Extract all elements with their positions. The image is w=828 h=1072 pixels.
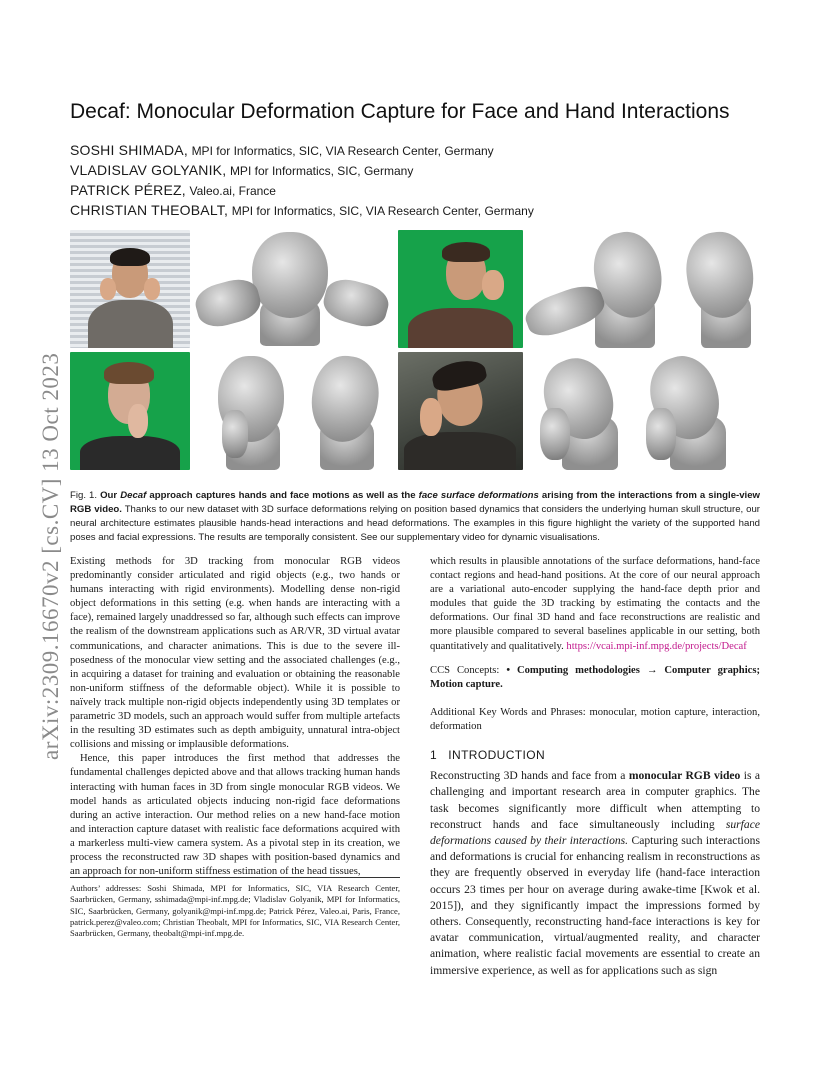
author	[70, 201, 770, 221]
photo-man-blinds	[70, 230, 190, 348]
author	[70, 161, 770, 181]
photo-woman-green	[70, 352, 190, 470]
author-affiliation: MPI for Informatics, SIC, VIA Research Center, Germany	[191, 144, 494, 158]
photo-man-green	[398, 230, 523, 348]
author-affiliation: MPI for Informatics, SIC, VIA Research Center, Germany	[231, 204, 534, 218]
caption-label: Fig. 1.	[70, 490, 98, 501]
abstract-paragraph: Existing methods for 3D tracking from monocular RGB videos predominantly consider articulated and rigid objects (e.g., two hands or humans interacting with rigid environments). Modelling dense non-rigid object deformations in this setting (e.g. when hands are interacting with a face), remained largely unaddressed so far, although such effects can improve the realism of the downstream applications such as AR/VR, 3D virtual avatar communications, and character animations. This is due to the severe ill-posedness of the monocular view setting and the associated challenges (e.g., in acquiring a dataset for training and evaluation or obtaining the reasonable non-uniform stiffness of the deformable object). While it is possible to naïvely track multiple non-rigid objects independently using 3D templates or parametric 3D models, such an approach would suffer from multiple artefacts in the resulting 3D estimates such as depth ambiguity, unnatural intra-object collisions and missing or implausible deformations.	[70, 556, 400, 751]
ccs-value: • Computing methodologies → Computer graphics; Motion capture.	[430, 664, 760, 690]
keywords: Additional Key Words and Phrases: monocular, motion capture, interaction, deformation	[430, 706, 760, 732]
caption-decaf: Decaf	[120, 490, 147, 501]
caption-bold: Our	[100, 490, 118, 501]
abstract-paragraph: which results in plausible annotations of the surface deformations, hand-face contact regions and head-hand positions. At the core of our neural approach are a variational auto-encoder supplying the hand-face depth prior and modules that guide the 3D tracking by estimating the contacts and the deformations. Our final 3D hand and face reconstructions are realistic and more plausible compared to several baselines applicable in our setting, both quantitatively and qualitatively. https://vcai.mpi-inf.mpg.de/projects/Decaf	[430, 556, 760, 652]
caption-bold: approach captures hands and face motions as well as the	[149, 490, 416, 501]
project-link[interactable]: https://vcai.mpi-inf.mpg.de/projects/Decaf	[566, 640, 747, 652]
ccs-concepts: CCS Concepts: • Computing methodologies → Computer graphics; Motion capture.	[430, 664, 760, 690]
authors-addresses-footnote: Authors’ addresses: Soshi Shimada, MPI for Informatics, SIC, VIA Research Center, Saarbrücken, Germany, sshimada@mpi-inf.mpg.de; Vladislav Golyanik, MPI for Informatics, SIC, Saarbrücken, Germany, golyanik@mpi-inf.mpg.de; Patrick Pérez, Valeo.ai, Paris, France, patrick.perez@valeo.com; Christian Theobalt, MPI for Informatics, SIC, VIA Research Center, Saarbrücken, Germany, theobalt@mpi-inf.mpg.de.	[70, 883, 400, 939]
mesh-heads-hand-chin	[540, 352, 760, 470]
author-name: VLADISLAV GOLYANIK,	[70, 162, 227, 178]
mesh-heads-finger-cheek	[525, 230, 760, 348]
figure-caption	[70, 489, 760, 545]
mesh-head-cheeks-pulled	[192, 230, 392, 348]
intro-italic: surface deformations caused by their interactions.	[430, 817, 760, 847]
caption-text: Thanks to our new dataset with 3D surface deformations relying on position based dynamics that considers the underlying human skull structure, our neural architecture estimates plausible hands-head interactions and head deformations. The examples in this figure highlight the variety of the supported hand poses and facial expressions. The results are temporally consistent. See our supplementary video for dynamic visualisations.	[70, 504, 760, 543]
author	[70, 181, 770, 201]
author-name: CHRISTIAN THEOBALT,	[70, 202, 229, 218]
author-name: PATRICK PÉREZ,	[70, 182, 186, 198]
author-affiliation: MPI for Informatics, SIC, Germany	[229, 164, 414, 178]
section-number: 1	[430, 748, 438, 763]
intro-bold: monocular RGB video	[628, 769, 741, 783]
arxiv-side-label: arXiv:2309.16670v2 [cs.CV] 13 Oct 2023	[38, 352, 63, 760]
section-heading	[430, 748, 760, 762]
intro-paragraph: Reconstructing 3D hands and face from a monocular RGB video is a challenging and important research area in computer graphics. The task becomes significantly more difficult when attempting to reconstruct hands and face simultaneously including surface deformations caused by their interactions. Capturing such interactions and deformations is crucial for enhancing realism in reconstructions as they are frequently observed in everyday life (hand-face interaction occurs 23 times per hour on average during awake-time [Kwok et al. 2015]), and they significantly impact the impressions formed by others. Consequently, reconstructing hand-face interactions is key for avatar communication, virtual/augmented reality, and character animation, where realistic facial movements are essential to create an immersive experience, as well as for applications such as sign	[430, 769, 761, 977]
section-title: INTRODUCTION	[448, 748, 546, 763]
teaser-figure	[70, 230, 760, 470]
paper-title: Decaf: Monocular Deformation Capture for Face and Hand Interactions	[70, 100, 730, 123]
mesh-heads-hand-cheek	[200, 352, 390, 470]
author	[70, 141, 770, 161]
author-list	[70, 141, 770, 221]
caption-bold: arising from the interactions from a single-view RGB video.	[70, 490, 761, 515]
abstract-left-column	[70, 555, 400, 879]
footnote-divider	[70, 877, 400, 878]
author-name: SOSHI SHIMADA,	[70, 142, 188, 158]
photo-man-room	[398, 352, 523, 470]
abstract-right-column	[430, 555, 760, 979]
caption-emph: face surface deformations	[418, 490, 539, 501]
author-affiliation: Valeo.ai, France	[189, 184, 276, 198]
abstract-paragraph: Hence, this paper introduces the first method that addresses the fundamental challenges depicted above and that allows tracking human hands interacting with human faces in 3D from single monocular RGB videos. We model hands as articulated objects inducing non-rigid face deformations during an active interaction. Our method relies on a new hand-face motion and interaction capture dataset with realistic face deformations acquired with a markerless multi-view camera system. As a pivotal step in its creation, we process the reconstructed raw 3D shapes with position-based dynamics and an approach for non-uniform stiffness estimation of the head tissues,	[70, 753, 400, 878]
